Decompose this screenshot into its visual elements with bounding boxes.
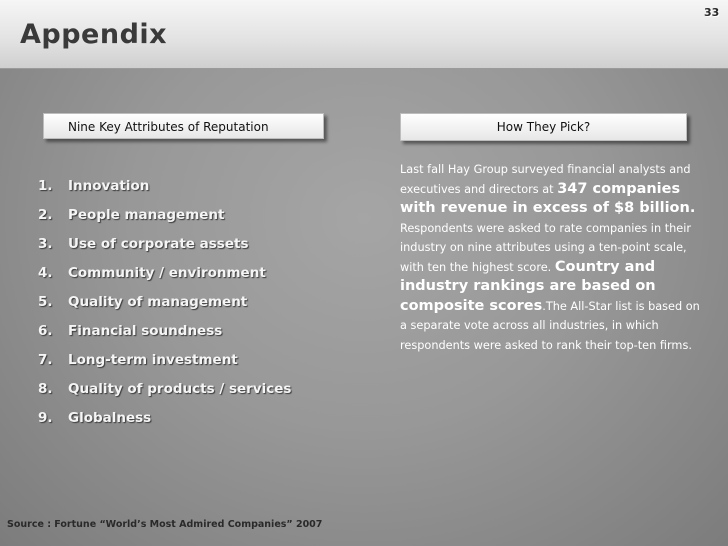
item-number: 4. — [38, 265, 53, 281]
item-label: People management — [68, 207, 225, 223]
list-item — [38, 288, 291, 317]
page-number: 33 — [704, 6, 720, 19]
item-number: 1. — [38, 178, 53, 194]
item-number: 3. — [38, 236, 53, 252]
list-item — [38, 201, 291, 230]
item-label: Innovation — [68, 178, 150, 194]
item-label: Community / environment — [68, 265, 266, 281]
item-label: Use of corporate assets — [68, 236, 249, 252]
desc-text-1: Last fall Hay Group surveyed financial analysts and executives and directors at — [400, 163, 691, 196]
item-label: Long-term investment — [68, 352, 238, 368]
item-number: 7. — [38, 352, 53, 368]
desc-text-2: Respondents were asked to rate companies in their industry on nine attributes using a ten-point scale, with ten the highest score. — [400, 221, 692, 274]
how-they-pick-header: How They Pick? — [400, 113, 687, 141]
item-label: Globalness — [68, 410, 152, 426]
item-label: Quality of products / services — [68, 381, 292, 397]
title-bar — [0, 0, 728, 69]
list-item — [38, 375, 291, 404]
item-number: 5. — [38, 294, 53, 310]
desc-highlight-1: 347 companies with revenue in excess of $8 billion. — [400, 180, 696, 216]
list-item — [38, 172, 291, 201]
item-number: 2. — [38, 207, 53, 223]
list-item — [38, 346, 291, 375]
list-item — [38, 317, 291, 346]
slide-title: Appendix — [20, 19, 168, 50]
attributes-list — [38, 172, 291, 433]
list-item — [38, 230, 291, 259]
list-item — [38, 259, 291, 288]
item-label: Quality of management — [68, 294, 248, 310]
item-number: 9. — [38, 410, 53, 426]
desc-highlight-2: Country and industry rankings are based on composite scores — [400, 258, 656, 314]
item-label: Financial soundness — [68, 323, 223, 339]
item-number: 8. — [38, 381, 53, 397]
item-number: 6. — [38, 323, 53, 339]
attributes-header: Nine Key Attributes of Reputation — [43, 113, 324, 139]
source-note: Source : Fortune “World’s Most Admired Companies” 2007 — [7, 519, 323, 530]
desc-text-3: .The All-Star list is based on a separate vote across all industries, in which respondents were asked to rank their top-ten firms. — [400, 299, 700, 352]
list-item — [38, 404, 291, 433]
methodology-text — [400, 160, 700, 355]
